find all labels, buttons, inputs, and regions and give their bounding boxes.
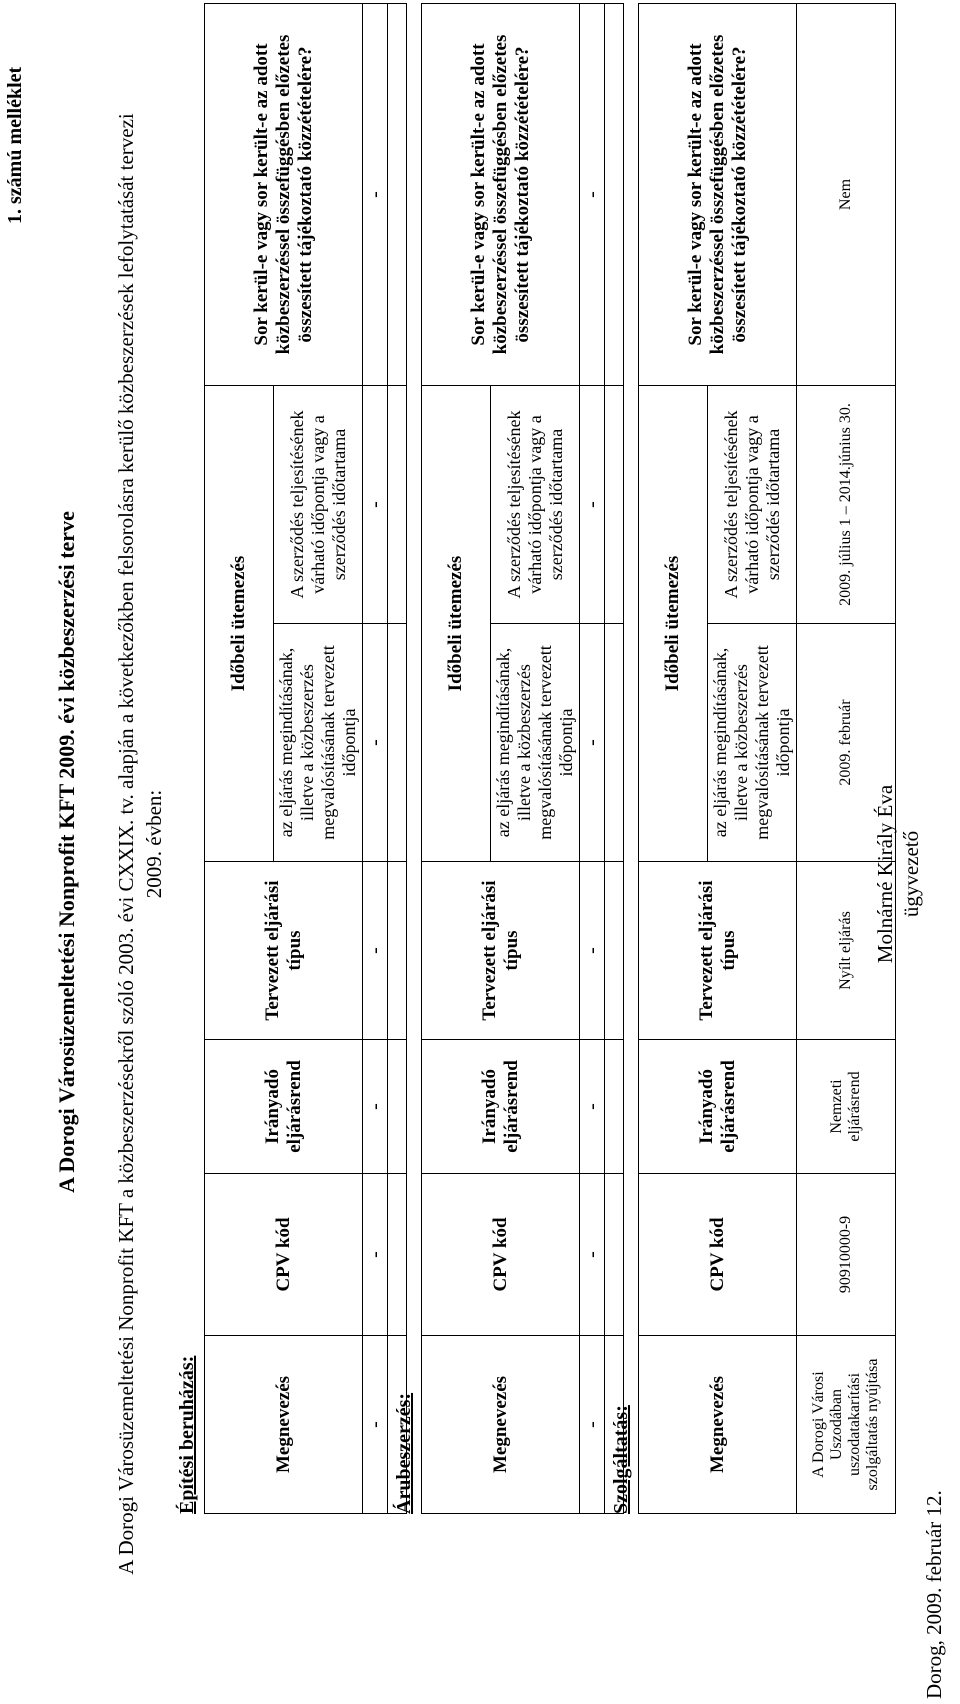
- cell-cpv: -: [363, 1174, 388, 1336]
- header-schedule-end: A szerződés teljesítésének várható időpontja vagy a szerződés időtartama: [491, 386, 580, 624]
- header-schedule-start: az eljárás megindításának, illetve a közbeszerzés megvalósításának tervezett időpontja: [708, 624, 797, 862]
- header-prior-notice: Sor kerül-e vagy sor került-e az adott közbeszerzéssel összefüggésben előzetes összesített tájékoztató közzétételére?: [639, 4, 797, 386]
- annex-label: 1. számú melléklet: [4, 66, 26, 224]
- signatory-name: Molnárné Király Éva: [873, 784, 897, 964]
- header-schedule-end: A szerződés teljesítésének várható időpontja vagy a szerződés időtartama: [708, 386, 797, 624]
- header-name: Megnevezés: [205, 1336, 363, 1514]
- header-procedure-type: Tervezett eljárási típus: [422, 862, 580, 1040]
- table-row: [363, 4, 388, 1514]
- cell-procedure-type: -: [363, 862, 388, 1040]
- header-procedure-type: Tervezett eljárási típus: [639, 862, 797, 1040]
- header-procedure-order: Irányadó eljárásrend: [639, 1040, 797, 1174]
- cell-schedule-start: 2009. február: [797, 624, 896, 862]
- cell-schedule-end: -: [580, 386, 605, 624]
- place-and-date: Dorog, 2009. február 12.: [922, 1490, 946, 1699]
- table-row-empty: [605, 4, 624, 1514]
- cell-schedule-end: 2009. július 1 – 2014.június 30.: [797, 386, 896, 624]
- cell-procedure-order: Nemzeti eljárásrend: [797, 1040, 896, 1174]
- cell-procedure-type: -: [580, 862, 605, 1040]
- document-title: A Dorogi Városüzemeltetési Nonprofit KFT 2009. évi közbeszerzési terve: [54, 511, 79, 1193]
- cell-procedure-order: -: [363, 1040, 388, 1174]
- header-schedule: Időbeli ütemezés: [639, 386, 708, 862]
- header-name: Megnevezés: [422, 1336, 580, 1514]
- cell-prior-notice: -: [580, 4, 605, 386]
- table-row-empty: [388, 4, 407, 1514]
- intro-line-1: A Dorogi Városüzemeltetési Nonprofit KFT a közbeszerzésekről szóló 2003. évi CXXIX. tv. alapján a következőkben felsorolásra kerülő közbeszerzések lefolytatását tervezi: [114, 113, 138, 1575]
- table-services: [638, 3, 896, 1514]
- header-name: Megnevezés: [639, 1336, 797, 1514]
- signature-block: [872, 674, 924, 1074]
- table-construction: [204, 3, 407, 1514]
- header-procedure-order: Irányadó eljárásrend: [205, 1040, 363, 1174]
- section-title-construction: Építési beruházás:: [176, 1355, 198, 1514]
- header-prior-notice: Sor kerül-e vagy sor került-e az adott közbeszerzéssel összefüggésben előzetes összesített tájékoztató közzétételére?: [422, 4, 580, 386]
- cell-prior-notice: -: [363, 4, 388, 386]
- header-prior-notice: Sor kerül-e vagy sor került-e az adott közbeszerzéssel összefüggésben előzetes összesített tájékoztató közzétételére?: [205, 4, 363, 386]
- header-schedule-start: az eljárás megindításának, illetve a közbeszerzés megvalósításának tervezett időpontja: [274, 624, 363, 862]
- header-schedule-end: A szerződés teljesítésének várható időpontja vagy a szerződés időtartama: [274, 386, 363, 624]
- header-cpv: CPV kód: [422, 1174, 580, 1336]
- cell-procedure-type: Nyílt eljárás: [797, 862, 896, 1040]
- section-title-goods: Árubeszerzés:: [393, 1392, 415, 1514]
- header-procedure-order: Irányadó eljárásrend: [422, 1040, 580, 1174]
- header-schedule: Időbeli ütemezés: [422, 386, 491, 862]
- header-cpv: CPV kód: [205, 1174, 363, 1336]
- header-procedure-type: Tervezett eljárási típus: [205, 862, 363, 1040]
- cell-name: -: [363, 1336, 388, 1514]
- cell-schedule-end: -: [363, 386, 388, 624]
- section-title-services: Szolgáltatás:: [610, 1405, 632, 1514]
- cell-name: A Dorogi Városi Uszodában uszodatakarítási szolgáltatás nyújtása: [797, 1336, 896, 1514]
- cell-procedure-order: -: [580, 1040, 605, 1174]
- cell-cpv: -: [580, 1174, 605, 1336]
- cell-cpv: 90910000-9: [797, 1174, 896, 1336]
- cell-schedule-start: -: [580, 624, 605, 862]
- cell-prior-notice: Nem: [797, 4, 896, 386]
- signatory-role: ügyvezető: [899, 830, 923, 918]
- table-goods: [421, 3, 624, 1514]
- table-row: [580, 4, 605, 1514]
- intro-text: [112, 64, 168, 1624]
- intro-line-2: 2009. évben:: [142, 789, 166, 899]
- cell-name: -: [580, 1336, 605, 1514]
- header-schedule-start: az eljárás megindításának, illetve a közbeszerzés megvalósításának tervezett időpontja: [491, 624, 580, 862]
- header-cpv: CPV kód: [639, 1174, 797, 1336]
- header-schedule: Időbeli ütemezés: [205, 386, 274, 862]
- cell-schedule-start: -: [363, 624, 388, 862]
